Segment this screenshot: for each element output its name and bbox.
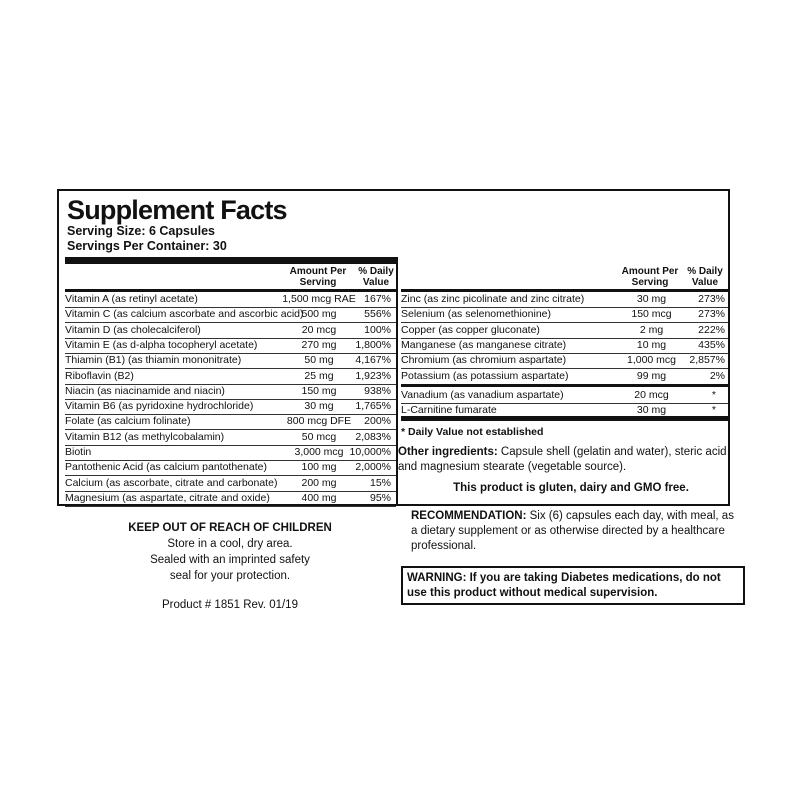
- nutrient-amount: 25 mg: [304, 369, 334, 382]
- warning-text: WARNING: If you are taking Diabetes medications, do not use this product without medical supervision.: [407, 572, 721, 599]
- storage-line-1: Store in a cool, dry area.: [167, 538, 293, 550]
- nutrient-name: Niacin (as niacinamide and niacin): [65, 384, 225, 397]
- nutrient-row: [65, 384, 396, 399]
- nutrient-row: [65, 323, 396, 338]
- nutrient-amount: 200 mg: [301, 476, 337, 489]
- nutrient-name: Manganese (as manganese citrate): [401, 338, 567, 351]
- nutrient-row: [65, 460, 396, 475]
- nutrient-daily-value: 15%: [369, 476, 391, 489]
- nutrient-daily-value: 167%: [364, 293, 391, 305]
- nutrient-daily-value: 273%: [698, 308, 725, 321]
- nutrient-daily-value: 200%: [364, 415, 391, 428]
- footnote: * Daily Value not established: [401, 426, 544, 438]
- nutrient-amount: 20 mcg: [634, 389, 669, 401]
- other-ingredients-label: Other ingredients:: [398, 446, 498, 458]
- nutrient-name: Biotin: [65, 446, 92, 458]
- daily-value-header: % Daily Value: [358, 266, 394, 288]
- nutrient-name: Selenium (as selenomethionine): [401, 308, 551, 321]
- nutrient-amount: 500 mg: [301, 308, 337, 321]
- nutrient-row: [65, 414, 396, 429]
- nutrient-row: [65, 307, 396, 322]
- nutrient-daily-value: 1,765%: [355, 400, 391, 413]
- nutrient-name: Copper (as copper gluconate): [401, 323, 540, 336]
- nutrient-row: [401, 369, 728, 384]
- nutrient-name: Vitamin D (as cholecalciferol): [65, 323, 201, 336]
- nutrient-daily-value: 556%: [364, 308, 391, 321]
- nutrient-amount: 1,000 mcg: [626, 354, 677, 367]
- product-code: Product # 1851 Rev. 01/19: [162, 599, 298, 611]
- nutrient-amount: 400 mg: [301, 491, 337, 504]
- nutrient-name: Vitamin B12 (as methylcobalamin): [65, 430, 225, 443]
- nutrient-daily-value: *: [711, 403, 716, 416]
- nutrient-amount: 150 mcg: [631, 308, 672, 321]
- nutrient-name: Riboflavin (B2): [65, 369, 134, 382]
- nutrient-amount: 30 mg: [636, 293, 667, 305]
- recommendation-label: RECOMMENDATION:: [411, 510, 527, 522]
- nutrient-daily-value: 4,167%: [355, 354, 391, 367]
- storage-line-2: Sealed with an imprinted safety: [150, 554, 310, 566]
- nutrient-amount: 270 mg: [301, 338, 337, 351]
- serving-size: Serving Size: 6 Capsules: [67, 224, 215, 238]
- nutrient-amount: 50 mcg: [301, 430, 337, 443]
- amount-header-right: Amount Per Serving: [621, 266, 679, 288]
- nutrient-amount: 20 mcg: [301, 323, 337, 336]
- storage-line-3: seal for your protection.: [169, 570, 291, 582]
- nutrient-daily-value: 2%: [709, 369, 725, 382]
- nutrient-row: [401, 323, 728, 338]
- nutrient-amount: 3,000 mcg: [294, 446, 344, 458]
- nutrient-name: Calcium (as ascorbate, citrate and carbonate): [65, 476, 278, 489]
- nutrient-row: [65, 491, 396, 506]
- nutrient-row: [65, 430, 396, 445]
- nutrient-daily-value: 10,000%: [349, 446, 391, 458]
- footnote-separator: [401, 416, 728, 421]
- nutrient-daily-value: 95%: [369, 491, 391, 504]
- nutrient-daily-value: 222%: [698, 323, 725, 336]
- keep-out-warning: KEEP OUT OF REACH OF CHILDREN: [128, 522, 332, 534]
- row-rule: [65, 506, 396, 507]
- nutrient-name: Vanadium (as vanadium aspartate): [401, 389, 564, 401]
- nutrient-row: [65, 353, 396, 368]
- recommendation: [411, 509, 741, 554]
- nutrient-row: [401, 338, 728, 353]
- nutrient-row: [401, 388, 728, 403]
- nutrient-amount: 100 mg: [301, 461, 337, 474]
- nutrient-row: [65, 338, 396, 353]
- nutrient-amount: 800 mcg DFE: [286, 415, 352, 428]
- nutrient-amount: 1,500 mcg RAE: [282, 293, 356, 305]
- nutrient-amount: 150 mg: [301, 384, 337, 397]
- nutrient-name: Vitamin B6 (as pyridoxine hydrochloride): [65, 400, 254, 413]
- nutrient-row: [401, 353, 728, 368]
- nutrient-name: Magnesium (as aspartate, citrate and oxide): [65, 491, 270, 504]
- nutrient-name: Vitamin C (as calcium ascorbate and ascorbic acid): [65, 308, 304, 321]
- free-from-statement: This product is gluten, dairy and GMO free.: [453, 482, 689, 494]
- nutrient-daily-value: 1,923%: [355, 369, 391, 382]
- servings-per-container: Servings Per Container: 30: [67, 239, 227, 253]
- nutrient-amount: 50 mg: [304, 354, 334, 367]
- nutrient-amount: 99 mg: [636, 369, 667, 382]
- nutrient-daily-value: 1,800%: [355, 338, 391, 351]
- nutrient-row: [65, 399, 396, 414]
- nutrient-name: L-Carnitine fumarate: [401, 403, 497, 416]
- nutrient-row: [65, 476, 396, 491]
- nutrient-row: [65, 445, 396, 460]
- nutrient-name: Folate (as calcium folinate): [65, 415, 191, 428]
- nutrient-row: [401, 292, 728, 307]
- warning-box: [401, 566, 745, 605]
- nutrient-name: Chromium (as chromium aspartate): [401, 354, 567, 367]
- nutrient-amount: 10 mg: [636, 338, 667, 351]
- nutrient-name: Zinc (as zinc picolinate and zinc citrate): [401, 293, 585, 305]
- no-dv-separator: [401, 384, 728, 387]
- amount-header: Amount Per Serving: [289, 266, 347, 288]
- panel-title: Supplement Facts: [67, 195, 287, 225]
- nutrient-daily-value: 100%: [364, 323, 391, 336]
- thick-divider: [65, 257, 398, 264]
- nutrient-amount: 30 mg: [636, 403, 667, 416]
- nutrient-daily-value: 2,000%: [355, 461, 391, 474]
- nutrient-amount: 2 mg: [639, 323, 664, 336]
- daily-value-header-right: % Daily Value: [687, 266, 723, 288]
- nutrient-daily-value: 435%: [698, 338, 725, 351]
- nutrient-row: [65, 369, 396, 384]
- nutrient-name: Thiamin (B1) (as thiamin mononitrate): [65, 354, 242, 367]
- nutrient-daily-value: 938%: [364, 384, 391, 397]
- nutrient-daily-value: *: [711, 389, 716, 401]
- nutrient-name: Potassium (as potassium aspartate): [401, 369, 569, 382]
- nutrient-name: Vitamin E (as d-alpha tocopheryl acetate): [65, 338, 258, 351]
- nutrient-name: Pantothenic Acid (as calcium pantothenate): [65, 461, 267, 474]
- nutrient-name: Vitamin A (as retinyl acetate): [65, 293, 198, 305]
- other-ingredients: [398, 445, 748, 475]
- nutrient-daily-value: 2,857%: [689, 354, 725, 367]
- nutrient-row: [401, 307, 728, 322]
- nutrient-amount: 30 mg: [304, 400, 334, 413]
- nutrient-daily-value: 2,083%: [355, 430, 391, 443]
- recommendation-text: Six (6) capsules each day, with meal, as a dietary supplement or as otherwise directed by a healthcare professional.: [411, 510, 734, 552]
- nutrient-daily-value: 273%: [698, 293, 725, 305]
- nutrient-row: [65, 292, 396, 307]
- other-ingredients-text: Capsule shell (gelatin and water), steric acid and magnesium stearate (vegetable source).: [398, 446, 727, 473]
